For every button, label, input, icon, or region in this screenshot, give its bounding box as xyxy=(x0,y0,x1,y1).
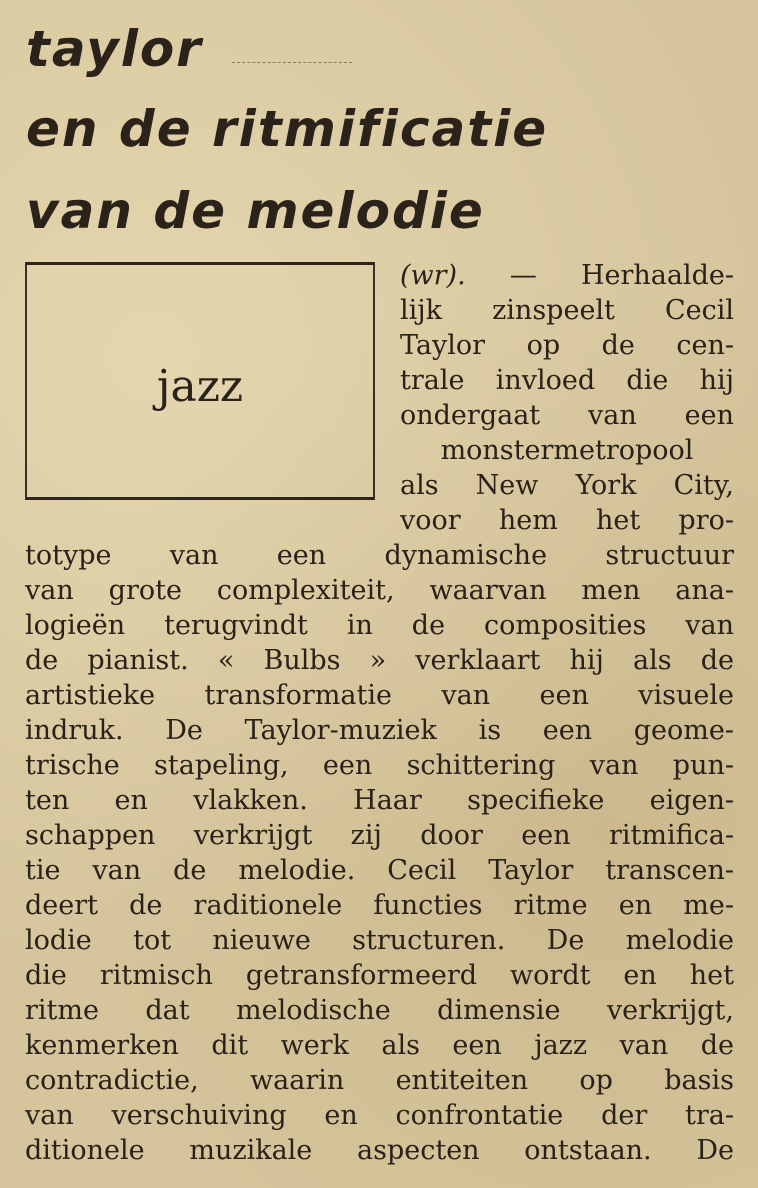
headline-line-1: taylor xyxy=(26,20,203,78)
article-line-23: contradictie, waarin entiteiten op basis xyxy=(25,1065,734,1096)
article-line-10: logieën terugvindt in de composities van xyxy=(25,610,734,641)
article-line-20: die ritmisch getransformeerd wordt en het xyxy=(25,960,734,991)
article-line-12: artistieke transformatie van een visuele xyxy=(25,680,734,711)
byline: (wr). xyxy=(400,260,466,291)
first-line-text: — Herhaalde- xyxy=(509,260,734,291)
article-line-16: schappen verkrijgt zij door een ritmifica- xyxy=(25,820,734,851)
article-line-8: totype van een dynamische structuur xyxy=(25,540,734,571)
article-line-25: ditionele muzikale aspecten ontstaan. De xyxy=(25,1135,734,1166)
article-line-11: de pianist. « Bulbs » verklaart hij als de xyxy=(25,645,734,676)
article-line-18: deert de raditionele functies ritme en me- xyxy=(25,890,734,921)
article-line-7: voor hem het pro- xyxy=(400,505,734,536)
article-line-9: van grote complexiteit, waarvan men ana- xyxy=(25,575,734,606)
dotted-rule xyxy=(232,62,352,63)
jazz-label: jazz xyxy=(156,361,244,412)
article-line-22: kenmerken dit werk als een jazz van de xyxy=(25,1030,734,1061)
headline-line-3: van de melodie xyxy=(26,182,485,240)
article-line-1: lijk zinspeelt Cecil xyxy=(400,295,734,326)
article-line-15: ten en vlakken. Haar specifieke eigen- xyxy=(25,785,734,816)
article-line-4: ondergaat van een xyxy=(400,400,734,431)
article-line-0 xyxy=(400,262,734,289)
jazz-box xyxy=(25,262,375,500)
article-line-2: Taylor op de cen- xyxy=(400,330,734,361)
headline-line-2: en de ritmificatie xyxy=(26,100,549,158)
article-line-17: tie van de melodie. Cecil Taylor transcen- xyxy=(25,855,734,886)
article-line-21: ritme dat melodische dimensie verkrijgt, xyxy=(25,995,734,1026)
article-line-14: trische stapeling, een schittering van pun- xyxy=(25,750,734,781)
article-line-19: lodie tot nieuwe structuren. De melodie xyxy=(25,925,734,956)
article-line-3: trale invloed die hij xyxy=(400,365,734,396)
article-line-24: van verschuiving en confrontatie der tra- xyxy=(25,1100,734,1131)
article-line-13: indruk. De Taylor-muziek is een geome- xyxy=(25,715,734,746)
article-line-6: als New York City, xyxy=(400,470,734,501)
article-line-5: monstermetropool xyxy=(440,435,694,466)
